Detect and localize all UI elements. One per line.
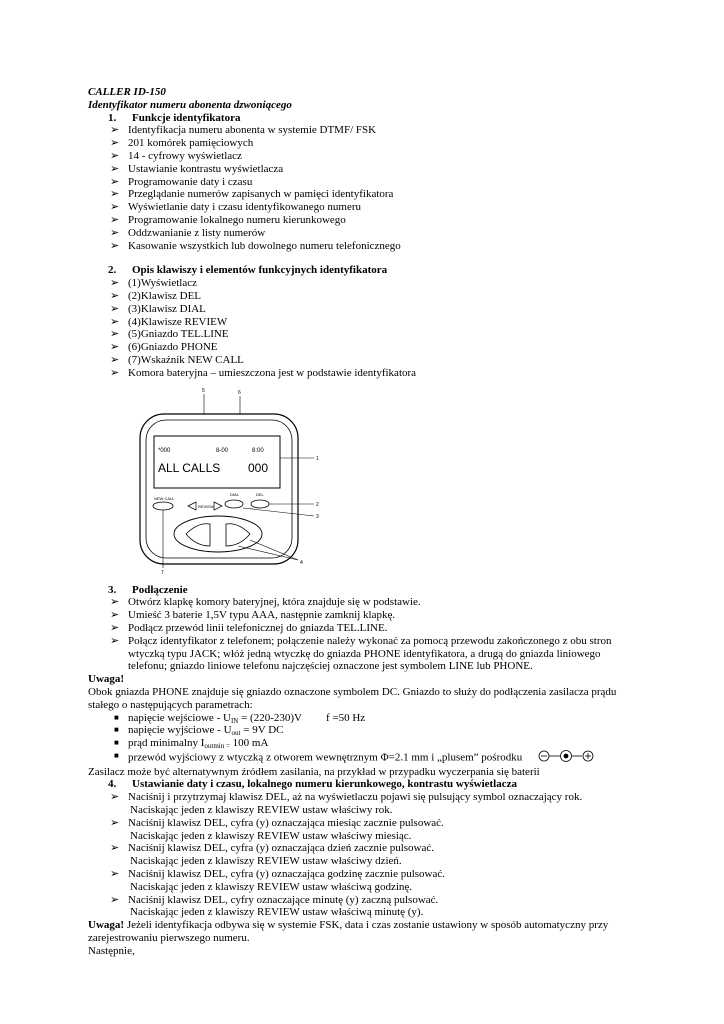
section-2-heading: 2. Opis klawiszy i elementów funkcyjnych identyfikatora (108, 264, 388, 277)
list-item: ➢ Naciśnij klawisz DEL, cyfra (y) oznaczająca miesiąc zacznie pulsować. (110, 816, 444, 829)
list-item: ➢ Wyświetlanie daty i czasu identyfikowanego numeru (110, 201, 362, 214)
list-item: ➢ Podłącz przewód linii telefonicznej do gniazda TEL.LINE. (110, 621, 388, 634)
list-item: ➢ Naciśnij i przytrzymaj klawisz DEL, aż na wyświetlaczu pojawi się pulsujący symbol oznaczający rok. (110, 791, 583, 804)
param-item: ■ napięcie wyjściowe - $U_{out} = 9V$ DC (114, 724, 284, 738)
list-item-continuation: wtyczką typu JACK; włóż jedną wtyczkę do gniazda PHONE identyfikatora, a drugą do gniazda liniowego (128, 647, 601, 660)
note-2-line: Następnie, (88, 944, 135, 957)
note-line: stałego o następujących parametrach: (88, 698, 253, 711)
document-page (88, 86, 648, 958)
list-item: ➢ (1)Wyświetlacz (110, 277, 197, 290)
arrowhead-bullet-icon: ➢ (110, 213, 120, 226)
section-3-heading: 3. Podłączenie (108, 583, 188, 596)
step-sub: Naciskając jeden z klawiszy REVIEW ustaw właściwy miesiąc. (130, 829, 412, 842)
arrowhead-bullet-icon: ➢ (110, 124, 120, 137)
list-item: ➢ 14 - cyfrowy wyświetlacz (110, 149, 242, 162)
doc-subtitle: Identyfikator numeru abonenta dzwoniącego (88, 98, 292, 111)
param-item: ■ prąd minimalny $I_{outmin =}$ 100 mA (114, 737, 269, 751)
arrowhead-bullet-icon: ➢ (110, 188, 120, 201)
list-item: ➢ Kasowanie wszystkich lub dowolnego numeru telefonicznego (110, 239, 401, 252)
arrowhead-bullet-icon: ➢ (110, 149, 120, 162)
list-item: ➢ (2)Klawisz DEL (110, 289, 202, 302)
section-4-heading: 4. Ustawianie daty i czasu, lokalnego numeru kierunkowego, kontrastu wyświetlacza (108, 778, 518, 791)
arrowhead-bullet-icon: ➢ (110, 315, 120, 328)
list-item: ➢ Komora bateryjna – umieszczona jest w podstawie identyfikatora (110, 366, 417, 379)
list-item: ➢ Przeglądanie numerów zapisanych w pamięci identyfikatora (110, 188, 394, 201)
label-dial: DIAL (230, 491, 239, 497)
square-bullet-icon: ■ (114, 738, 119, 748)
list-item: ➢ (3)Klawisz DIAL (110, 302, 206, 315)
dc-polarity-icon (538, 750, 594, 762)
param-item: ■ napięcie wejściowe - $U_{IN} = (220-230)V$ f =50 Hz (114, 711, 366, 725)
step-sub: Naciskając jeden z klawiszy REVIEW ustaw właściwy dzień. (130, 855, 402, 868)
square-bullet-icon: ■ (114, 725, 119, 735)
list-item: ➢ Połącz identyfikator z telefonem; połączenie należy wykonać za pomocą przewodu zakończonego z obu stron (110, 634, 612, 647)
callout-1: 1 (316, 455, 319, 462)
arrowhead-bullet-icon: ➢ (110, 277, 120, 290)
callout-7: 7 (161, 569, 164, 574)
newcall-indicator (153, 502, 173, 510)
label-review: REVIEW (198, 503, 214, 509)
display-row1-mid: 8-00 (216, 447, 229, 454)
note-label: Uwaga! (88, 673, 125, 686)
param-item: ■ przewód wyjściowy z wtyczką z otworem wewnętrznym Φ=2.1 mm i „plusem” pośrodku (88, 750, 648, 766)
display-row1-right: 8:00 (252, 447, 264, 454)
arrowhead-bullet-icon: ➢ (110, 596, 120, 609)
list-item-continuation: telefonu; gniazdo liniowe telefonu najczęściej oznaczone jest symbolem LINE lub PHONE. (128, 660, 533, 673)
list-item: ➢ (7)Wskaźnik NEW CALL (110, 353, 244, 366)
arrowhead-bullet-icon: ➢ (110, 609, 120, 622)
arrowhead-bullet-icon: ➢ (110, 239, 120, 252)
arrowhead-bullet-icon: ➢ (110, 816, 120, 829)
note-tail: Zasilacz może być alternatywnym źródłem zasilania, na przykład w przypadku wyczerpania się baterii (88, 765, 540, 778)
list-item: ➢ Identyfikacja numeru abonenta w systemie DTMF/ FSK (110, 124, 377, 137)
arrowhead-bullet-icon: ➢ (110, 868, 120, 881)
arrowhead-bullet-icon: ➢ (110, 175, 120, 188)
callout-4: 4 (300, 559, 303, 566)
callout-6: 6 (238, 389, 241, 396)
list-item: ➢ 201 komórek pamięciowych (110, 137, 254, 150)
list-item: ➢ (4)Klawisze REVIEW (110, 315, 228, 328)
display-row1-left: *000 (158, 447, 171, 454)
step-sub: Naciskając jeden z klawiszy REVIEW ustaw właściwą godzinę. (130, 880, 413, 893)
list-item: ➢ Otwórz klapkę komory bateryjnej, która znajduje się w podstawie. (110, 596, 421, 609)
list-item: ➢ Oddzwanianie z listy numerów (110, 226, 266, 239)
callout-3: 3 (316, 513, 319, 520)
arrowhead-bullet-icon: ➢ (110, 137, 120, 150)
arrowhead-bullet-icon: ➢ (110, 162, 120, 175)
label-newcall: NEW CALL (154, 495, 175, 501)
doc-title: CALLER ID-150 (88, 86, 166, 98)
label-del: DEL (256, 491, 264, 497)
display-row2: ALL CALLS (158, 460, 221, 475)
list-item: ➢ Naciśnij klawisz DEL, cyfra (y) oznaczająca godzinę zacznie pulsować. (110, 868, 446, 881)
list-item: ➢ Naciśnij klawisz DEL, cyfra (y) oznaczająca dzień zacznie pulsować. (110, 842, 435, 855)
list-item: ➢ Umieść 3 baterie 1,5V typu AAA, następnie zamknij klapkę. (110, 609, 396, 622)
list-item: ➢ Programowanie daty i czasu (110, 175, 253, 188)
dial-key[interactable] (225, 500, 243, 508)
list-item: ➢ Programowanie lokalnego numeru kierunkowego (110, 213, 346, 226)
note-2: Uwaga! Jeżeli identyfikacja odbywa się w systemie FSK, data i czas zostanie ustawiony w sposób automatyczny przy (88, 919, 609, 932)
arrowhead-bullet-icon: ➢ (110, 341, 120, 354)
arrowhead-bullet-icon: ➢ (110, 634, 120, 647)
arrowhead-bullet-icon: ➢ (110, 353, 120, 366)
callout-2: 2 (316, 501, 319, 508)
arrowhead-bullet-icon: ➢ (110, 201, 120, 214)
arrowhead-bullet-icon: ➢ (110, 302, 120, 315)
caller-id-device-drawing (138, 384, 458, 574)
note-2-line: zarejestrowaniu pierwszego numeru. (88, 932, 250, 945)
arrowhead-bullet-icon: ➢ (110, 289, 120, 302)
list-item: ➢ (5)Gniazdo TEL.LINE (110, 328, 229, 341)
arrowhead-bullet-icon: ➢ (110, 842, 120, 855)
arrowhead-bullet-icon: ➢ (110, 366, 120, 379)
arrowhead-bullet-icon: ➢ (110, 621, 120, 634)
list-item: ➢ (6)Gniazdo PHONE (110, 341, 218, 354)
arrowhead-bullet-icon: ➢ (110, 328, 120, 341)
step-sub: Naciskając jeden z klawiszy REVIEW ustaw właściwy rok. (130, 804, 393, 817)
square-bullet-icon: ■ (114, 712, 119, 722)
arrowhead-bullet-icon: ➢ (110, 226, 120, 239)
arrowhead-bullet-icon: ➢ (110, 791, 120, 804)
section-1-heading: 1. Funkcje identyfikatora (108, 111, 241, 124)
callout-5: 5 (202, 387, 205, 394)
step-sub: Naciskając jeden z klawiszy REVIEW ustaw właściwą minutę (y). (130, 906, 424, 919)
list-item: ➢ Naciśnij klawisz DEL, cyfry oznaczające minutę (y) zaczną pulsować. (110, 893, 439, 906)
arrowhead-bullet-icon: ➢ (110, 893, 120, 906)
list-item: ➢ Ustawianie kontrastu wyświetlacza (110, 162, 284, 175)
display-row2-num: 000 (248, 460, 269, 475)
note-line: Obok gniazda PHONE znajduje się gniazdo oznaczone symbolem DC. Gniazdo to służy do podłączenia zasilacza prądu (88, 685, 617, 698)
del-key[interactable] (251, 500, 269, 508)
square-bullet-icon: ■ (114, 750, 119, 760)
device-diagram (88, 384, 648, 576)
